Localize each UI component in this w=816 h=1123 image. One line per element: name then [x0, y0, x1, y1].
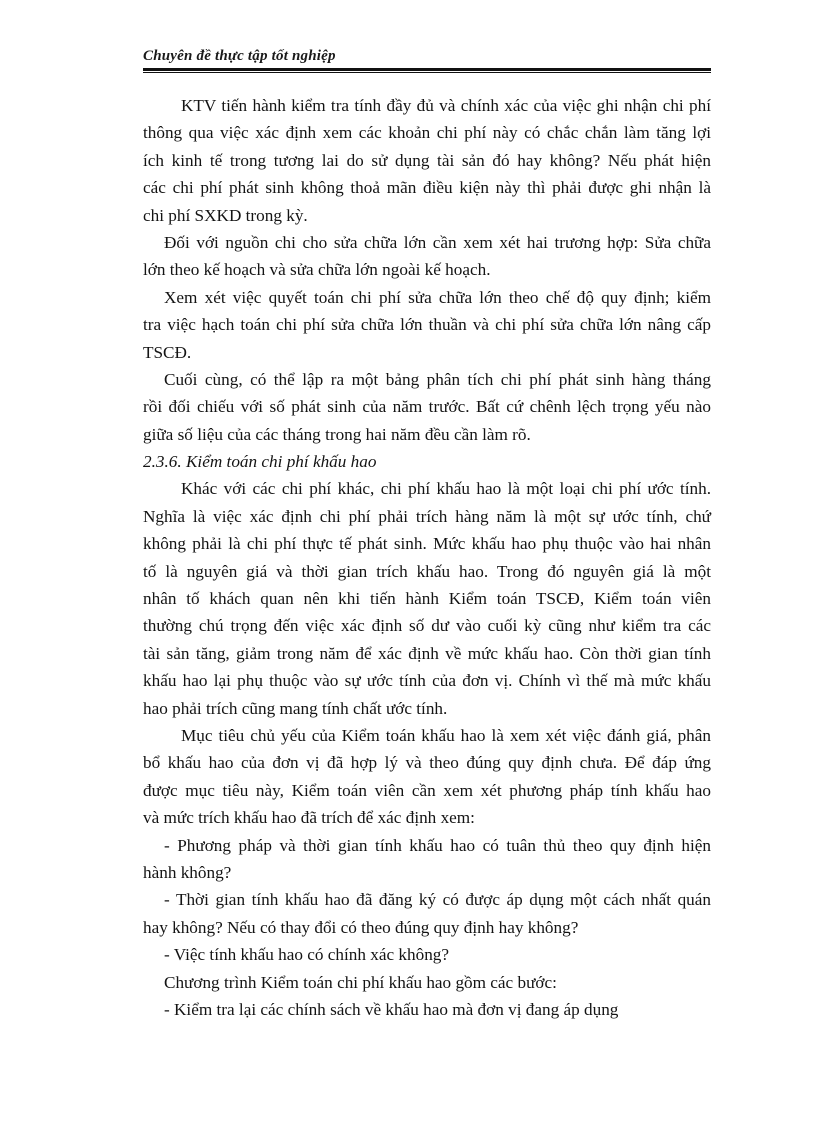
text-line: TSCĐ.	[143, 342, 192, 362]
text-line: rồi đối chiếu với số phát sinh của năm trước. Bất cứ chênh lệch trọng yếu nào	[143, 397, 711, 417]
text-line: tố là nguyên giá và thời gian trích khấu hao. Trong đó nguyên giá là một	[143, 561, 711, 581]
text-line: khấu hao lại phụ thuộc vào sự ước tính của đơn vị. Chính vì thế mà mức khấu	[143, 671, 711, 691]
text-line: hay không? Nếu có thay đổi có theo đúng quy định hay không?	[143, 917, 579, 937]
heading-text: 2.3.6. Kiểm toán chi phí khấu hao	[143, 452, 377, 472]
paragraph	[143, 832, 711, 887]
paragraph	[143, 284, 711, 366]
header-rule-thin	[143, 72, 711, 73]
paragraph	[143, 366, 711, 448]
text-line: Chương trình Kiểm toán chi phí khấu hao gồm các bước:	[164, 972, 557, 992]
section-heading	[143, 448, 711, 475]
text-line: Mục tiêu chủ yếu của Kiểm toán khấu hao là xem xét việc đánh giá, phân	[181, 725, 711, 745]
paragraph	[143, 886, 711, 941]
text-line: Cuối cùng, có thể lập ra một bảng phân tích chi phí phát sinh hàng tháng	[164, 369, 711, 389]
text-line: tra việc hạch toán chi phí sửa chữa lớn thuần và chi phí sửa chữa lớn nâng cấp	[143, 315, 711, 335]
paragraph	[143, 722, 711, 832]
paragraph	[143, 996, 711, 1023]
text-line: không phải là chi phí thực tế phát sinh. Mức khấu hao phụ thuộc vào hai nhân	[143, 534, 711, 554]
text-line: thường chú trọng đến việc xác định số dư vào cuối kỳ cũng như kiểm tra các	[143, 616, 711, 636]
text-line: Nghĩa là việc xác định chi phí phải trích hàng năm là một sự ước tính, chứ	[143, 506, 711, 526]
paragraph	[143, 969, 711, 996]
text-line: - Phương pháp và thời gian tính khấu hao có tuân thủ theo quy định hiện	[164, 835, 711, 855]
text-line: nhân tố khách quan nên khi tiến hành Kiểm toán TSCĐ, Kiểm toán viên	[143, 589, 711, 609]
page-header	[143, 46, 711, 72]
text-line: giữa số liệu của các tháng trong hai năm đều cần làm rõ.	[143, 424, 531, 444]
text-line: - Thời gian tính khấu hao đã đăng ký có được áp dụng một cách nhất quán	[164, 890, 711, 910]
text-line: thông qua việc xác định xem các khoản chi phí này có chắc chắn làm tăng lợi	[143, 123, 711, 143]
text-line: Xem xét việc quyết toán chi phí sửa chữa lớn theo chế độ quy định; kiểm	[164, 287, 711, 307]
text-line: được mục tiêu này, Kiểm toán viên cần xem xét phương pháp tính khấu hao	[143, 780, 711, 800]
text-line: ích kinh tế trong tương lai do sử dụng tài sản đó hay không? Nếu phát hiện	[143, 150, 711, 170]
text-line: tài sản tăng, giảm trong năm để xác định về mức khấu hao. Còn thời gian tính	[143, 643, 711, 663]
text-line: KTV tiến hành kiểm tra tính đầy đủ và chính xác của việc ghi nhận chi phí	[181, 96, 711, 115]
text-line: Khác với các chi phí khác, chi phí khấu hao là một loại chi phí ước tính.	[181, 479, 711, 499]
paragraph	[143, 941, 711, 968]
text-line: Đối với nguồn chi cho sửa chữa lớn cần xem xét hai trương hợp: Sửa chữa	[164, 232, 711, 252]
paragraph	[143, 475, 711, 722]
header-title: Chuyên đề thực tập tốt nghiệp	[143, 48, 336, 64]
text-line: - Việc tính khấu hao có chính xác không?	[164, 945, 450, 965]
text-line: và mức trích khấu hao đã trích để xác định xem:	[143, 808, 475, 828]
text-line: bổ khấu hao của đơn vị đã hợp lý và theo đúng quy định chưa. Để đáp ứng	[143, 753, 711, 773]
text-line: - Kiểm tra lại các chính sách về khấu hao mà đơn vị đang áp dụng	[164, 999, 619, 1019]
paragraph	[143, 229, 711, 284]
header-rule	[143, 68, 711, 71]
text-line: lớn theo kế hoạch và sửa chữa lớn ngoài kế hoạch.	[143, 260, 491, 280]
text-line: hao phải trích cũng mang tính chất ước tính.	[143, 698, 448, 718]
text-line: các chi phí phát sinh không thoả mãn điều kiện này thì phải được ghi nhận là	[143, 178, 711, 198]
document-body	[143, 92, 711, 1023]
text-line: chi phí SXKD trong kỳ.	[143, 205, 308, 225]
paragraph	[143, 92, 711, 229]
text-line: hành không?	[143, 862, 232, 882]
